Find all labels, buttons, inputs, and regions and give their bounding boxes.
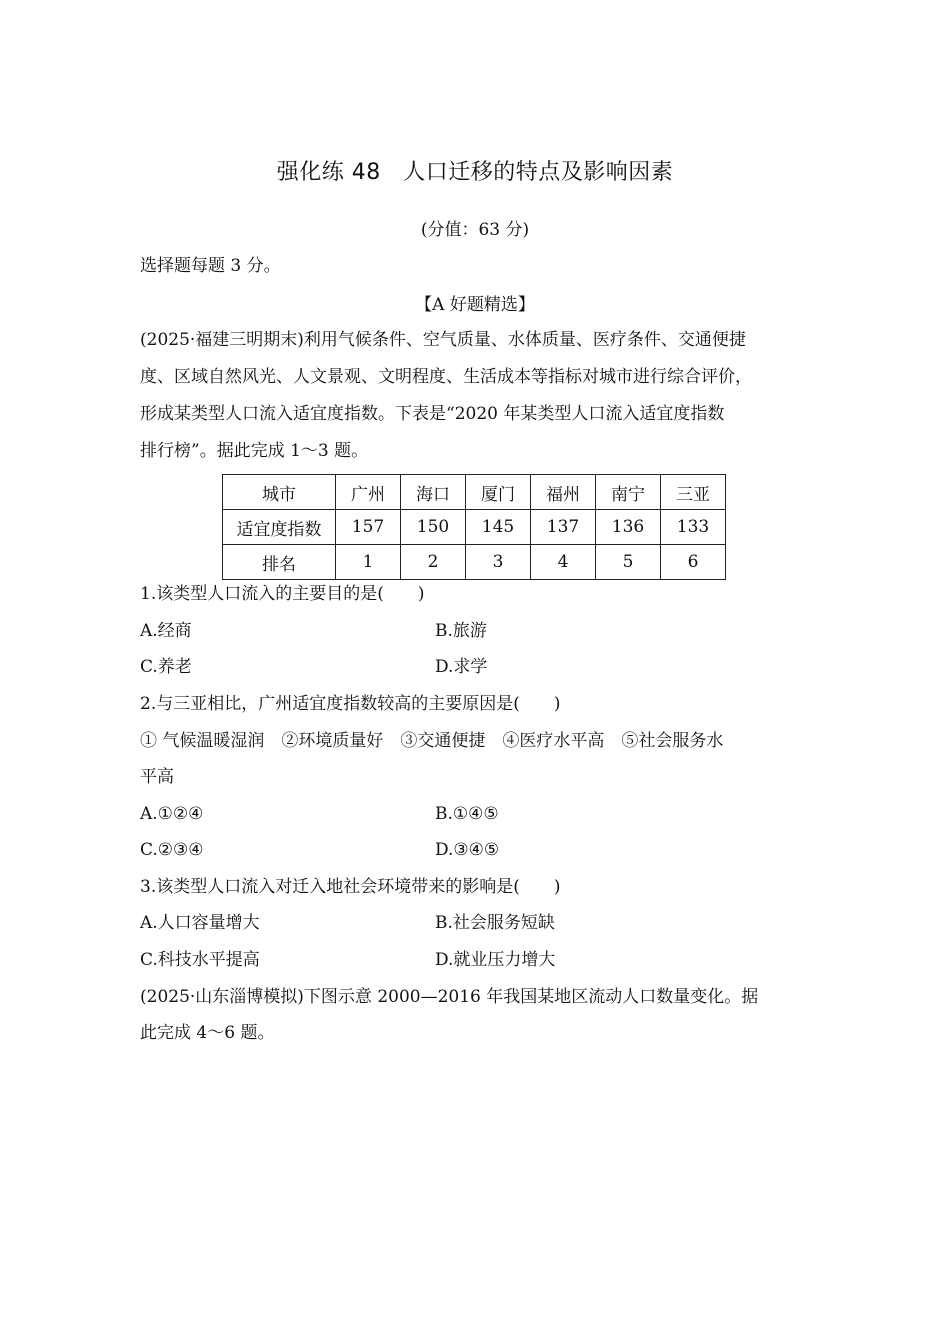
page-title: 强化练 48 人口迁移的特点及影响因素 <box>276 160 674 185</box>
table-header-row <box>223 475 726 510</box>
instruction: 选择题每题 3 分。 <box>140 256 281 276</box>
table-cell: 广州 <box>336 475 401 510</box>
table-cell: 南宁 <box>596 475 661 510</box>
question-3-option-d: D.就业压力增大 <box>435 950 556 970</box>
intro-line: 度、区域自然风光、人文景观、文明程度、生活成本等指标对城市进行综合评价， <box>140 367 752 387</box>
question-1-option-c: C.养老 <box>140 657 192 677</box>
table-cell: 150 <box>401 510 466 545</box>
question-3-option-c: C.科技水平提高 <box>140 950 260 970</box>
table-cell: 2 <box>401 545 466 580</box>
table-cell: 排名 <box>223 545 336 580</box>
intro-paragraph-2: (2025·山东淄博模拟)下图示意 2000—2016 年我国某地区流动人口数量变化。据 <box>140 987 759 1007</box>
table-cell: 1 <box>336 545 401 580</box>
question-1-stem: 1.该类型人口流入的主要目的是( ) <box>140 584 425 604</box>
table-row <box>223 545 726 580</box>
question-2-factors-cont: 平高 <box>140 767 174 787</box>
table-cell: 5 <box>596 545 661 580</box>
intro-line: 形成某类型人口流入适宜度指数。下表是“2020 年某类型人口流入适宜度指数 <box>140 404 725 424</box>
table-cell: 海口 <box>401 475 466 510</box>
question-3-stem: 3.该类型人口流入对迁入地社会环境带来的影响是( ) <box>140 877 561 897</box>
section-heading: 【A 好题精选】 <box>415 295 535 315</box>
table-cell: 城市 <box>223 475 336 510</box>
table-cell: 137 <box>531 510 596 545</box>
intro-paragraph-2-cont: 此完成 4～6 题。 <box>140 1023 275 1043</box>
table-cell: 福州 <box>531 475 596 510</box>
question-2-option-a: A.①②④ <box>140 804 204 824</box>
table-row <box>223 510 726 545</box>
question-3-option-a: A.人口容量增大 <box>140 913 260 933</box>
table-cell: 157 <box>336 510 401 545</box>
table-cell: 4 <box>531 545 596 580</box>
table-cell: 145 <box>466 510 531 545</box>
intro-line: (2025·福建三明期末)利用气候条件、空气质量、水体质量、医疗条件、交通便捷 <box>140 330 746 350</box>
question-2-option-d: D.③④⑤ <box>435 840 500 860</box>
question-1-option-b: B.旅游 <box>435 621 487 641</box>
question-2-option-b: B.①④⑤ <box>435 804 499 824</box>
question-1-option-a: A.经商 <box>140 621 192 641</box>
table-cell: 三亚 <box>661 475 726 510</box>
question-2-factors: ① 气候温暖湿润 ②环境质量好 ③交通便捷 ④医疗水平高 ⑤社会服务水 <box>140 731 724 751</box>
question-2-option-c: C.②③④ <box>140 840 204 860</box>
question-1-option-d: D.求学 <box>435 657 488 677</box>
question-3-option-b: B.社会服务短缺 <box>435 913 555 933</box>
table-cell: 3 <box>466 545 531 580</box>
table-cell: 厦门 <box>466 475 531 510</box>
score-note: (分值：63 分) <box>420 220 530 240</box>
table-cell: 136 <box>596 510 661 545</box>
question-2-stem: 2.与三亚相比，广州适宜度指数较高的主要原因是( ) <box>140 694 561 714</box>
intro-line: 排行榜”。据此完成 1～3 题。 <box>140 441 369 461</box>
intro-paragraph-1 <box>140 322 820 470</box>
table-cell: 适宜度指数 <box>223 510 336 545</box>
table-cell: 133 <box>661 510 726 545</box>
table-cell: 6 <box>661 545 726 580</box>
ranking-table <box>222 474 726 580</box>
